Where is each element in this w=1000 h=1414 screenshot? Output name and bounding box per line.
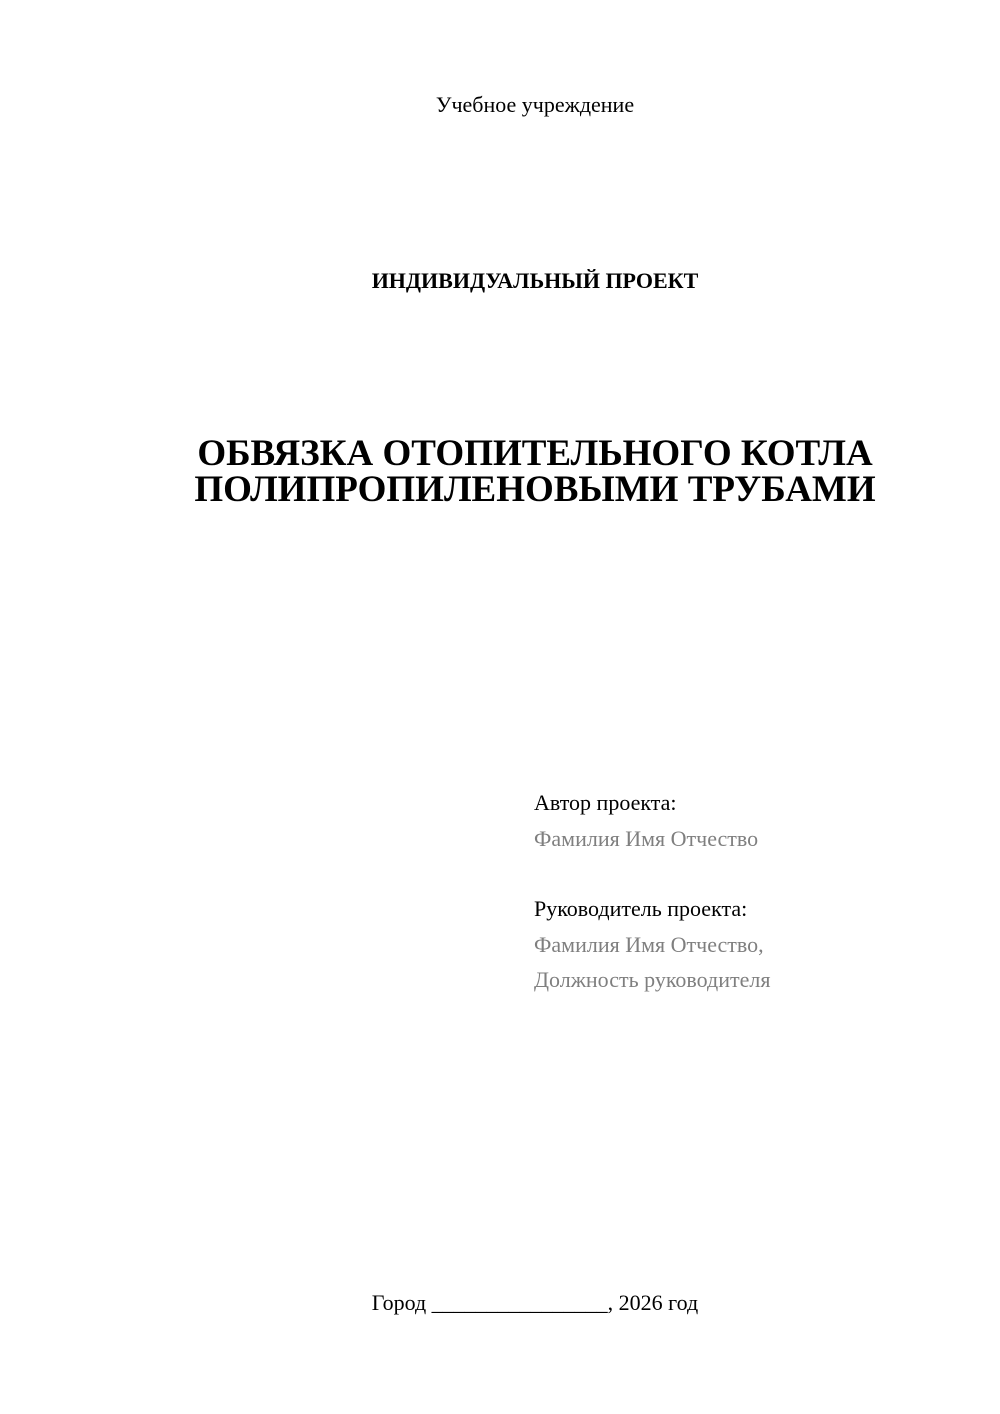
author-label: Автор проекта: xyxy=(534,790,677,815)
supervisor-position-placeholder: Должность руководителя xyxy=(534,967,771,992)
city-year-line: Город ________________, 2026 год xyxy=(371,1290,699,1315)
document-type: ИНДИВИДУАЛЬНЫЙ ПРОЕКТ xyxy=(371,268,699,293)
project-title-line-1: ОБВЯЗКА ОТОПИТЕЛЬНОГО КОТЛА xyxy=(197,433,873,474)
project-title-line-2: ПОЛИПРОПИЛЕНОВЫМИ ТРУБАМИ xyxy=(194,469,876,510)
author-name-placeholder: Фамилия Имя Отчество xyxy=(534,826,759,851)
project-title xyxy=(70,433,1000,510)
supervisor-label: Руководитель проекта: xyxy=(534,896,748,921)
supervisor-name-placeholder: Фамилия Имя Отчество, xyxy=(534,932,764,957)
institution-name: Учебное учреждение xyxy=(435,92,635,117)
